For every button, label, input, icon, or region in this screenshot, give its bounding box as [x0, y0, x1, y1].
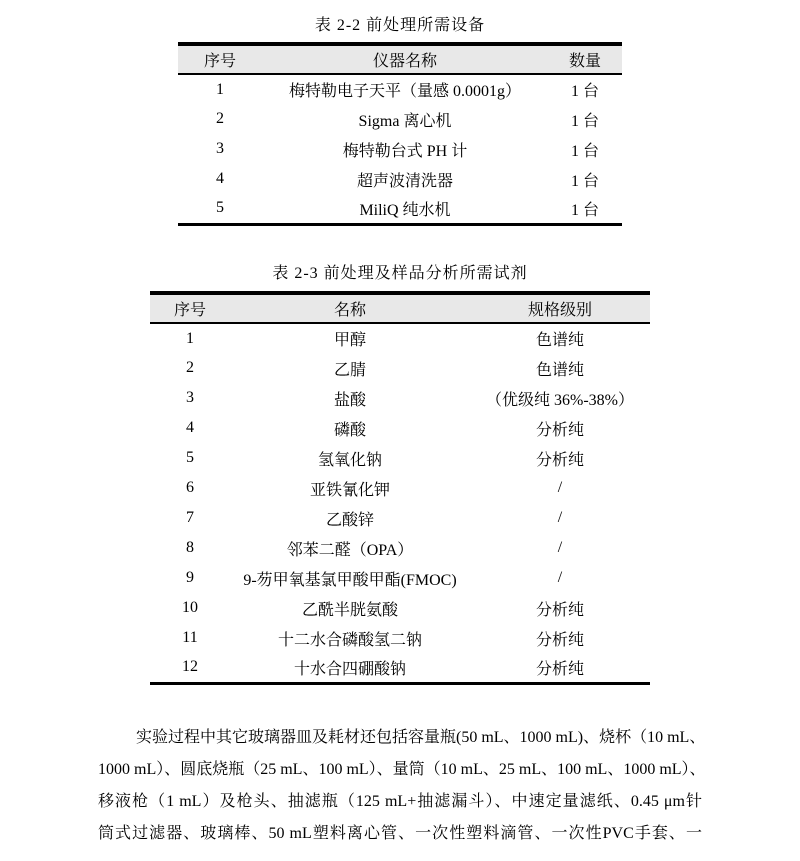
- cell-index: 3: [186, 389, 194, 406]
- cell-grade: /: [557, 509, 563, 526]
- table-2-3-title: 表 2-3 前处理及样品分析所需试剂: [272, 265, 528, 282]
- cell-name: MiliQ 纯水机: [359, 201, 451, 219]
- cell-index: 1: [186, 329, 194, 347]
- cell-index: 8: [186, 539, 194, 556]
- cell-name: Sigma 离心机: [358, 112, 452, 130]
- column-header-quantity: 数量: [548, 44, 622, 74]
- cell-grade: 分析纯: [535, 660, 584, 678]
- table-header-row: [150, 293, 650, 323]
- cell-quantity: 1 台: [570, 201, 599, 219]
- table-row: [150, 383, 650, 413]
- cell-name: 9-芴甲氧基氯甲酸甲酯(FMOC): [243, 571, 457, 589]
- cell-index: 1: [216, 80, 224, 98]
- paragraph-line: 移液枪（1 mL）及枪头、抽滤瓶（125 mL+抽滤漏斗）、中速定量滤纸、0.45 μm针: [98, 793, 702, 810]
- cell-index: 4: [216, 170, 224, 187]
- cell-grade: 色谱纯: [535, 332, 584, 349]
- body-paragraph: [98, 722, 706, 850]
- table-row: [178, 134, 622, 164]
- cell-quantity: 1 台: [570, 83, 599, 100]
- table-row: [150, 323, 650, 353]
- cell-index: 11: [182, 629, 198, 646]
- cell-grade: 色谱纯: [535, 361, 584, 379]
- cell-index: 5: [216, 199, 224, 217]
- table-row: [150, 353, 650, 383]
- cell-name: 超声波清洗器: [356, 172, 453, 190]
- cell-grade: 分析纯: [535, 631, 584, 649]
- cell-quantity: 1 台: [570, 112, 599, 130]
- table-row: [150, 593, 650, 623]
- cell-name: 梅特勒台式 PH 计: [342, 142, 468, 160]
- table-header-row: [178, 44, 622, 74]
- cell-grade: 分析纯: [535, 601, 584, 619]
- equipment-table: [178, 42, 622, 226]
- cell-index: 4: [186, 419, 194, 436]
- column-header-index: 序号: [178, 44, 262, 74]
- table-row: [150, 413, 650, 443]
- table-row: [150, 653, 650, 683]
- cell-index: 12: [182, 658, 198, 676]
- column-header-grade: 规格级别: [470, 293, 650, 323]
- column-header-reagent-name: 名称: [230, 293, 470, 323]
- cell-index: 7: [186, 509, 194, 526]
- table-row: [150, 443, 650, 473]
- table-row: [150, 563, 650, 593]
- table-2-2-title: 表 2-2 前处理所需设备: [314, 17, 486, 34]
- cell-quantity: 1 台: [570, 172, 599, 190]
- paragraph-line: 筒式过滤器、玻璃棒、50 mL塑料离心管、一次性塑料滴管、一次性PVC手套、一: [98, 825, 702, 842]
- cell-name: 磷酸: [333, 421, 366, 439]
- table-row: [178, 194, 622, 224]
- cell-name: 盐酸: [333, 391, 366, 409]
- cell-name: 乙腈: [333, 361, 366, 379]
- table-row: [150, 533, 650, 563]
- cell-name: 氢氧化钠: [317, 451, 382, 469]
- cell-index: 9: [186, 569, 194, 586]
- cell-index: 10: [182, 599, 198, 616]
- cell-index: 5: [186, 449, 194, 466]
- column-header-index: 序号: [150, 293, 230, 323]
- table-row: [178, 74, 622, 104]
- table-row: [150, 623, 650, 653]
- table-row: [150, 503, 650, 533]
- cell-name: 邻苯二醛（OPA）: [286, 541, 414, 559]
- cell-name: 十二水合磷酸氢二钠: [277, 631, 422, 649]
- cell-grade: （优级纯 36%-38%）: [486, 391, 634, 409]
- cell-name: 十水合四硼酸钠: [293, 660, 406, 678]
- table-row: [178, 104, 622, 134]
- paragraph-line: 实验过程中其它玻璃器皿及耗材还包括容量瓶(50 mL、1000 mL)、烧杯（10 mL、: [136, 729, 706, 746]
- reagents-table: [150, 291, 650, 685]
- column-header-instrument-name: 仪器名称: [262, 44, 548, 74]
- cell-grade: /: [557, 539, 563, 556]
- cell-grade: /: [557, 479, 563, 496]
- cell-index: 3: [216, 140, 224, 157]
- cell-grade: 分析纯: [535, 451, 584, 469]
- cell-name: 甲醇: [333, 332, 366, 349]
- cell-grade: /: [557, 569, 563, 586]
- cell-index: 6: [186, 479, 194, 496]
- cell-name: 乙酰半胱氨酸: [301, 601, 398, 619]
- table-row: [178, 164, 622, 194]
- table-row: [150, 473, 650, 503]
- cell-index: 2: [186, 359, 194, 376]
- cell-name: 梅特勒电子天平（量感 0.0001g）: [288, 83, 521, 100]
- cell-name: 亚铁氰化钾: [309, 481, 390, 499]
- cell-grade: 分析纯: [535, 421, 584, 439]
- paragraph-line: 1000 mL）、圆底烧瓶（25 mL、100 mL）、量筒（10 mL、25 mL、100 mL、1000 mL）、: [98, 761, 706, 778]
- cell-quantity: 1 台: [570, 142, 599, 160]
- cell-name: 乙酸锌: [325, 511, 374, 529]
- cell-index: 2: [216, 110, 224, 127]
